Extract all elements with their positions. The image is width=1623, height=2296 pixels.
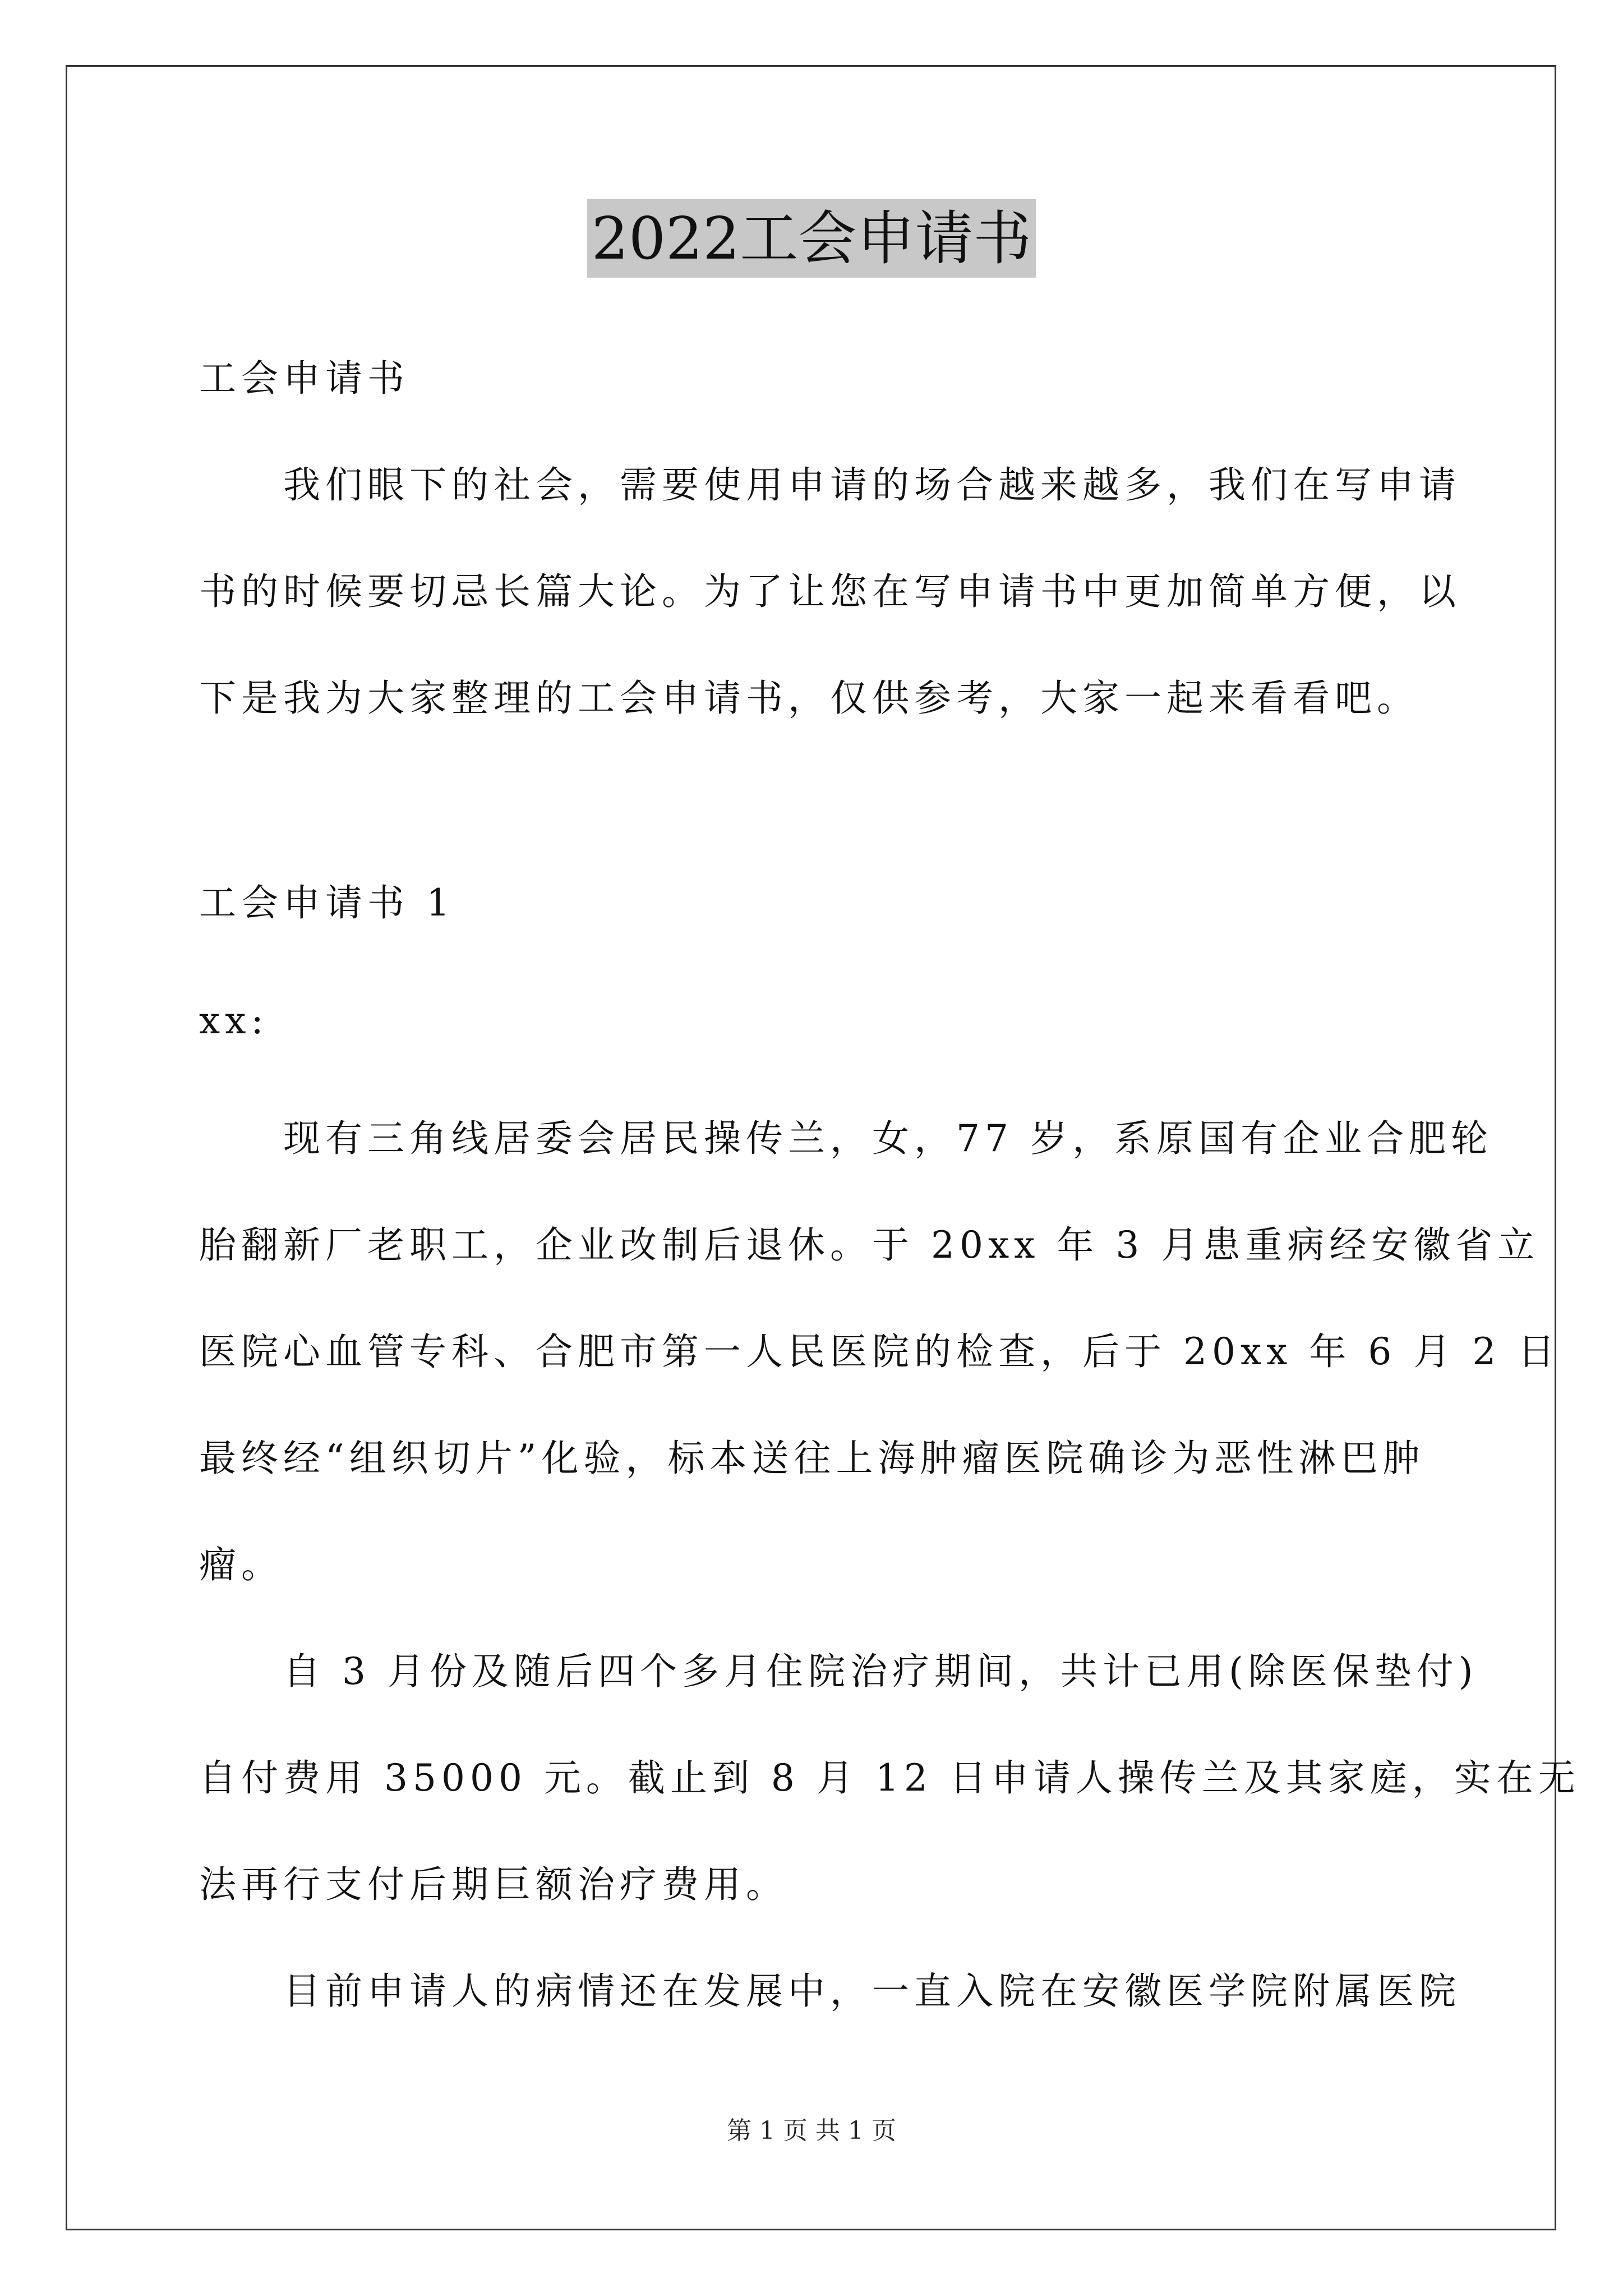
section-heading: 工会申请书 1 (199, 881, 455, 924)
intro-line: 下是我为大家整理的工会申请书，仅供参考，大家一起来看看吧。 (199, 677, 1419, 720)
subtitle: 工会申请书 (199, 357, 409, 400)
paragraph-line: 最终经“组织切片”化验，标本送往上海肿瘤医院确诊为恶性淋巴肿 (199, 1437, 1425, 1480)
document-title: 2022工会申请书 (587, 199, 1036, 278)
intro-line: 书的时候要切忌长篇大论。为了让您在写申请书中更加简单方便，以 (199, 570, 1461, 613)
paragraph-line: 瘤。 (199, 1543, 283, 1586)
paragraph-line: 胎翻新厂老职工，企业改制后退休。于 20xx 年 3 月患重病经安徽省立 (199, 1223, 1540, 1267)
paragraph-line: 自付费用 35000 元。截止到 8 月 12 日申请人操传兰及其家庭，实在无 (199, 1756, 1580, 1800)
section-gap (199, 763, 1433, 861)
intro-line: 我们眼下的社会，需要使用申请的场合越来越多，我们在写申请 (283, 463, 1461, 507)
paragraph-line: 目前申请人的病情还在发展中，一直入院在安徽医学院附属医院 (283, 1970, 1461, 2013)
paragraph-line: 法再行支付后期巨额治疗费用。 (199, 1863, 788, 1906)
paragraph-line: 自 3 月份及随后四个多月住院治疗期间，共计已用(除医保垫付) (283, 1650, 1478, 1693)
title-container (0, 199, 1623, 278)
page-footer: 第 1 页 共 1 页 (727, 2116, 896, 2145)
document-body (199, 337, 1580, 2056)
paragraph-line: 医院心血管专科、合肥市第一人民医院的检查，后于 20xx 年 6 月 2 日 (199, 1330, 1560, 1373)
paragraph-line: 现有三角线居委会居民操传兰，女，77 岁，系原国有企业合肥轮 (283, 1117, 1493, 1160)
salutation: xx: (199, 999, 269, 1042)
